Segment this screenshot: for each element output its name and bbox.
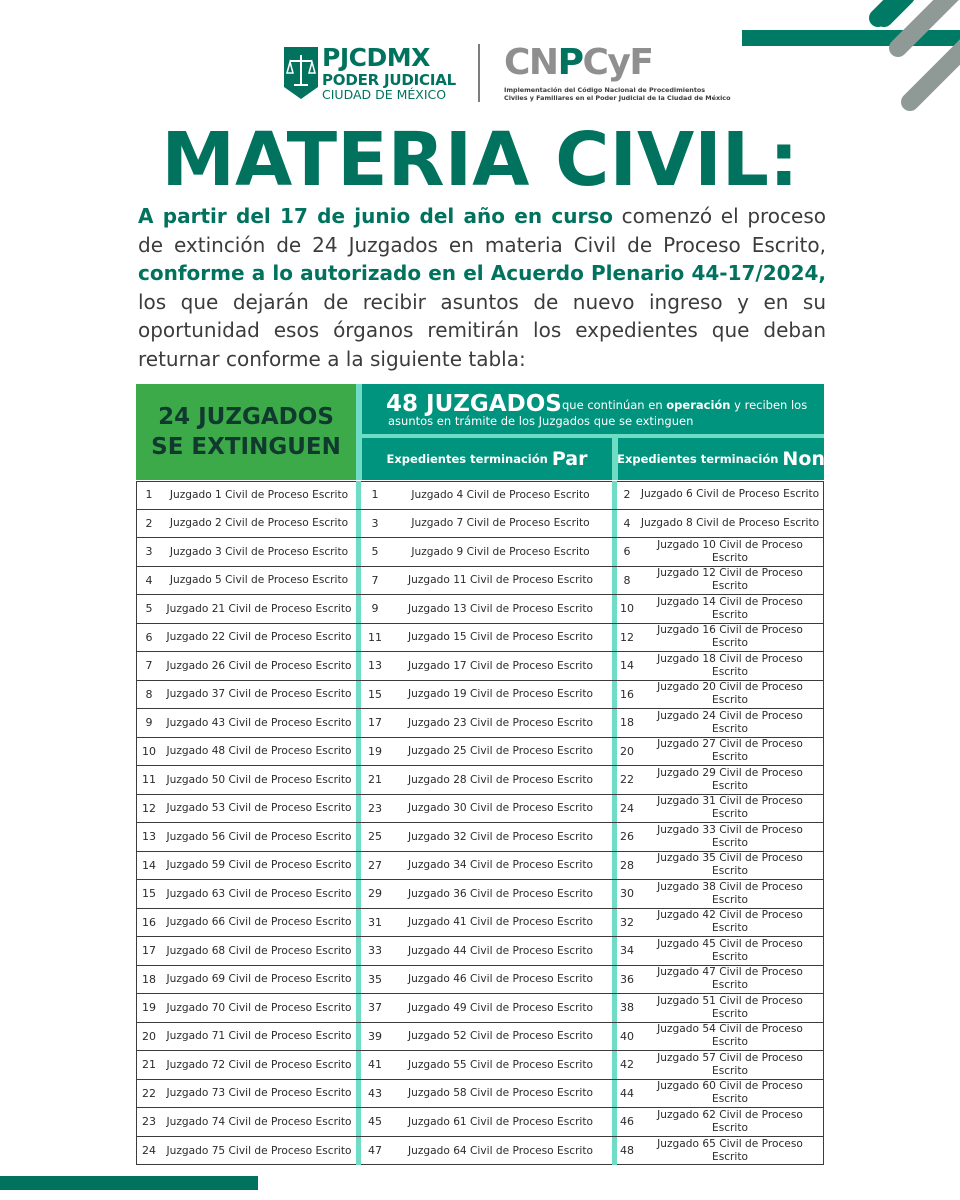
extinct-court: Juzgado 59 Civil de Proceso Escrito — [166, 859, 352, 872]
extinct-court: Juzgado 70 Civil de Proceso Escrito — [166, 1001, 352, 1014]
courts-table — [136, 481, 824, 1165]
extinct-court: Juzgado 71 Civil de Proceso Escrito — [166, 1030, 352, 1043]
odd-court: Juzgado 38 Civil de Proceso Escrito — [657, 880, 803, 906]
extinct-court: Juzgado 1 Civil de Proceso Escrito — [169, 488, 349, 501]
odd-number: 28 — [620, 858, 634, 872]
odd-number: 24 — [620, 801, 634, 815]
even-court: Juzgado 34 Civil de Proceso Escrito — [408, 859, 593, 872]
header-continuing-desc-line1: que continúan en operación y reciben los — [562, 398, 808, 412]
extinct-court: Juzgado 69 Civil de Proceso Escrito — [166, 973, 352, 986]
even-number: 33 — [368, 944, 382, 958]
extinct-court: Juzgado 74 Civil de Proceso Escrito — [166, 1115, 352, 1128]
even-number: 1 — [371, 488, 379, 502]
even-court: Juzgado 64 Civil de Proceso Escrito — [408, 1144, 593, 1157]
even-court: Juzgado 36 Civil de Proceso Escrito — [408, 887, 593, 900]
table-row — [136, 481, 824, 510]
odd-court: Juzgado 42 Civil de Proceso Escrito — [657, 909, 803, 935]
extinct-court: Juzgado 2 Civil de Proceso Escrito — [169, 517, 349, 530]
cnpcyf-suffix: CyF — [582, 42, 653, 83]
table-row — [136, 538, 824, 567]
table-row — [136, 624, 824, 653]
even-number: 37 — [368, 1001, 382, 1015]
even-number: 7 — [371, 573, 379, 587]
even-number: 39 — [368, 1029, 382, 1043]
table-row — [136, 709, 824, 738]
even-court: Juzgado 58 Civil de Proceso Escrito — [408, 1087, 593, 1100]
table-row — [136, 1108, 824, 1137]
odd-number: 6 — [623, 545, 631, 559]
even-number: 17 — [368, 716, 382, 730]
extinct-number: 10 — [142, 744, 156, 758]
odd-court: Juzgado 65 Civil de Proceso Escrito — [657, 1137, 803, 1163]
odd-court: Juzgado 6 Civil de Proceso Escrito — [640, 488, 820, 501]
even-number: 5 — [371, 545, 379, 559]
header-even-word: Par — [551, 448, 588, 470]
even-court: Juzgado 61 Civil de Proceso Escrito — [408, 1115, 593, 1128]
extinct-number: 12 — [142, 801, 156, 815]
table-row — [136, 738, 824, 767]
even-number: 29 — [368, 887, 382, 901]
even-court: Juzgado 41 Civil de Proceso Escrito — [408, 916, 593, 929]
table-row — [136, 510, 824, 539]
extinct-number: 5 — [145, 602, 153, 616]
even-number: 11 — [368, 630, 382, 644]
scales-of-justice-icon — [284, 47, 318, 99]
even-court: Juzgado 55 Civil de Proceso Escrito — [408, 1058, 593, 1071]
odd-number: 10 — [620, 602, 634, 616]
odd-court: Juzgado 12 Civil de Proceso Escrito — [657, 567, 803, 593]
table-row — [136, 994, 824, 1023]
extinct-number: 1 — [145, 488, 153, 502]
even-number: 43 — [368, 1086, 382, 1100]
extinct-court: Juzgado 26 Civil de Proceso Escrito — [166, 659, 352, 672]
extinct-number: 24 — [142, 1144, 156, 1158]
extinct-number: 14 — [142, 858, 156, 872]
extinct-court: Juzgado 48 Civil de Proceso Escrito — [166, 745, 352, 758]
odd-court: Juzgado 20 Civil de Proceso Escrito — [657, 681, 803, 707]
cnpcyf-logo-name — [504, 44, 652, 82]
extinct-number: 20 — [142, 1029, 156, 1043]
extinct-number: 15 — [142, 887, 156, 901]
header-extinct-courts — [136, 384, 356, 480]
even-number: 13 — [368, 659, 382, 673]
cnpcyf-logo — [504, 42, 731, 104]
page-title: MATERIA CIVIL: — [161, 117, 799, 203]
odd-number: 32 — [620, 915, 634, 929]
odd-number: 22 — [620, 773, 634, 787]
extinct-number: 17 — [142, 944, 156, 958]
table-row — [136, 567, 824, 596]
extinct-number: 7 — [145, 659, 153, 673]
odd-court: Juzgado 16 Civil de Proceso Escrito — [657, 624, 803, 650]
table-row — [136, 595, 824, 624]
odd-court: Juzgado 45 Civil de Proceso Escrito — [657, 937, 803, 963]
odd-court: Juzgado 33 Civil de Proceso Escrito — [657, 823, 803, 849]
even-number: 45 — [368, 1115, 382, 1129]
intro-bold-agreement: conforme a lo autorizado en el Acuerdo Plenario 44-17/2024, — [138, 261, 826, 285]
table-row — [136, 852, 824, 881]
even-number: 31 — [368, 915, 382, 929]
logo-divider — [478, 44, 480, 102]
extinct-number: 19 — [142, 1001, 156, 1015]
even-court: Juzgado 25 Civil de Proceso Escrito — [408, 745, 593, 758]
cnpcyf-accent: P — [557, 42, 583, 83]
odd-number: 16 — [620, 687, 634, 701]
odd-number: 18 — [620, 716, 634, 730]
odd-number: 48 — [620, 1144, 634, 1158]
odd-number: 8 — [623, 573, 631, 587]
table-row — [136, 766, 824, 795]
pjcdmx-logo-name: PJCDMX — [322, 43, 430, 72]
extinct-court: Juzgado 43 Civil de Proceso Escrito — [166, 716, 352, 729]
odd-court: Juzgado 51 Civil de Proceso Escrito — [657, 994, 803, 1020]
even-number: 47 — [368, 1144, 382, 1158]
extinct-court: Juzgado 75 Civil de Proceso Escrito — [166, 1144, 352, 1157]
odd-court: Juzgado 57 Civil de Proceso Escrito — [657, 1051, 803, 1077]
extinct-number: 23 — [142, 1115, 156, 1129]
odd-number: 36 — [620, 972, 634, 986]
odd-number: 12 — [620, 630, 634, 644]
even-court: Juzgado 44 Civil de Proceso Escrito — [408, 944, 593, 957]
even-number: 3 — [371, 516, 379, 530]
table-row — [136, 1051, 824, 1080]
intro-paragraph — [138, 202, 826, 373]
header-odd-word: Non — [782, 448, 825, 470]
table-row — [136, 880, 824, 909]
even-court: Juzgado 7 Civil de Proceso Escrito — [411, 517, 590, 530]
odd-court: Juzgado 8 Civil de Proceso Escrito — [640, 516, 820, 529]
header-even-label: Expedientes terminación — [386, 452, 548, 466]
even-court: Juzgado 17 Civil de Proceso Escrito — [408, 659, 593, 672]
odd-number: 46 — [620, 1115, 634, 1129]
extinct-number: 4 — [145, 573, 153, 587]
extinct-number: 3 — [145, 545, 153, 559]
extinct-number: 11 — [142, 773, 156, 787]
even-number: 19 — [368, 744, 382, 758]
header-continuing-courts — [362, 384, 824, 434]
extinct-number: 22 — [142, 1086, 156, 1100]
odd-number: 14 — [620, 659, 634, 673]
extinct-court: Juzgado 53 Civil de Proceso Escrito — [166, 802, 352, 815]
extinct-number: 13 — [142, 830, 156, 844]
odd-court: Juzgado 62 Civil de Proceso Escrito — [657, 1108, 803, 1134]
pjcdmx-logo-line1: PODER JUDICIAL — [322, 71, 456, 89]
table-row — [136, 966, 824, 995]
even-number: 9 — [371, 602, 379, 616]
extinct-court: Juzgado 5 Civil de Proceso Escrito — [169, 574, 349, 587]
decorative-bar-bottom — [0, 1176, 258, 1190]
table-row — [136, 909, 824, 938]
odd-number: 40 — [620, 1029, 634, 1043]
extinct-number: 6 — [145, 630, 153, 644]
table-row — [136, 795, 824, 824]
extinct-court: Juzgado 21 Civil de Proceso Escrito — [166, 602, 352, 615]
table-row — [136, 681, 824, 710]
even-number: 25 — [368, 830, 382, 844]
even-court: Juzgado 15 Civil de Proceso Escrito — [408, 631, 593, 644]
extinct-number: 8 — [145, 687, 153, 701]
even-court: Juzgado 49 Civil de Proceso Escrito — [408, 1001, 593, 1014]
header-extinct-line1: 24 JUZGADOS — [158, 404, 334, 430]
table-row — [136, 1080, 824, 1109]
header-even-column — [362, 438, 612, 480]
extinct-number: 21 — [142, 1058, 156, 1072]
even-court: Juzgado 11 Civil de Proceso Escrito — [408, 574, 593, 587]
odd-court: Juzgado 29 Civil de Proceso Escrito — [657, 766, 803, 792]
extinct-number: 9 — [145, 716, 153, 730]
extinct-court: Juzgado 72 Civil de Proceso Escrito — [166, 1058, 352, 1071]
even-number: 41 — [368, 1058, 382, 1072]
extinct-number: 18 — [142, 972, 156, 986]
even-court: Juzgado 52 Civil de Proceso Escrito — [408, 1030, 593, 1043]
odd-court: Juzgado 35 Civil de Proceso Escrito — [657, 852, 803, 878]
extinct-court: Juzgado 73 Civil de Proceso Escrito — [166, 1087, 352, 1100]
header-continuing-desc-line2: asuntos en trámite de los Juzgados que se extinguen — [388, 414, 694, 428]
table-row — [136, 823, 824, 852]
extinct-court: Juzgado 22 Civil de Proceso Escrito — [166, 631, 352, 644]
odd-number: 30 — [620, 887, 634, 901]
intro-bold-date: A partir del 17 de junio del año en curso — [138, 204, 613, 228]
pjcdmx-logo — [284, 43, 456, 103]
even-number: 35 — [368, 972, 382, 986]
odd-court: Juzgado 60 Civil de Proceso Escrito — [657, 1080, 803, 1106]
even-number: 27 — [368, 858, 382, 872]
decorative-stripes — [840, 0, 960, 120]
odd-number: 4 — [623, 516, 631, 530]
odd-court: Juzgado 10 Civil de Proceso Escrito — [657, 538, 803, 564]
even-court: Juzgado 30 Civil de Proceso Escrito — [408, 802, 593, 815]
pjcdmx-logo-line2: CIUDAD DE MÉXICO — [322, 87, 447, 102]
even-court: Juzgado 23 Civil de Proceso Escrito — [408, 716, 593, 729]
extinct-court: Juzgado 3 Civil de Proceso Escrito — [169, 545, 349, 558]
even-court: Juzgado 28 Civil de Proceso Escrito — [408, 773, 593, 786]
table-row — [136, 937, 824, 966]
even-court: Juzgado 19 Civil de Proceso Escrito — [408, 688, 593, 701]
extinct-court: Juzgado 56 Civil de Proceso Escrito — [166, 830, 352, 843]
table-row — [136, 1137, 824, 1166]
odd-number: 26 — [620, 830, 634, 844]
even-number: 15 — [368, 687, 382, 701]
odd-court: Juzgado 27 Civil de Proceso Escrito — [657, 738, 803, 764]
header-odd-label: Expedientes terminación — [617, 452, 779, 466]
even-court: Juzgado 13 Civil de Proceso Escrito — [408, 602, 593, 615]
cnpcyf-prefix: CN — [504, 42, 558, 83]
cnpcyf-logo-line1: Implementación del Código Nacional de Procedimientos — [504, 86, 706, 94]
odd-number: 44 — [620, 1086, 634, 1100]
header-odd-column — [618, 438, 824, 480]
odd-court: Juzgado 54 Civil de Proceso Escrito — [657, 1023, 803, 1049]
odd-number: 42 — [620, 1058, 634, 1072]
odd-court: Juzgado 47 Civil de Proceso Escrito — [657, 966, 803, 992]
header-extinct-line2: SE EXTINGUEN — [151, 434, 341, 460]
cnpcyf-logo-line2: Civiles y Familiares en el Poder Judicial de la Ciudad de México — [504, 94, 731, 102]
extinct-court: Juzgado 50 Civil de Proceso Escrito — [166, 773, 352, 786]
odd-number: 34 — [620, 944, 634, 958]
odd-court: Juzgado 14 Civil de Proceso Escrito — [657, 595, 803, 621]
table-row — [136, 652, 824, 681]
odd-number: 2 — [623, 488, 631, 502]
even-number: 21 — [368, 773, 382, 787]
even-court: Juzgado 32 Civil de Proceso Escrito — [408, 830, 593, 843]
even-court: Juzgado 9 Civil de Proceso Escrito — [411, 545, 590, 558]
intro-text-1: comenzó el proceso de extinción de 24 Juzgados en materia Civil de Proceso Escrito, — [138, 204, 827, 257]
odd-court: Juzgado 24 Civil de Proceso Escrito — [657, 709, 803, 735]
odd-court: Juzgado 18 Civil de Proceso Escrito — [657, 652, 803, 678]
extinct-court: Juzgado 37 Civil de Proceso Escrito — [166, 688, 352, 701]
intro-text-2: los que dejarán de recibir asuntos de nuevo ingreso y en su oportunidad esos órganos remitirán los expedientes que deban returnar conforme a la siguiente tabla: — [138, 289, 826, 371]
extinct-court: Juzgado 63 Civil de Proceso Escrito — [166, 887, 352, 900]
even-court: Juzgado 46 Civil de Proceso Escrito — [408, 973, 593, 986]
table-row — [136, 1023, 824, 1052]
odd-number: 38 — [620, 1001, 634, 1015]
extinct-court: Juzgado 68 Civil de Proceso Escrito — [166, 944, 352, 957]
odd-court: Juzgado 31 Civil de Proceso Escrito — [657, 795, 803, 821]
header-continuing-count: 48 JUZGADOS — [386, 391, 562, 417]
even-number: 23 — [368, 801, 382, 815]
even-court: Juzgado 4 Civil de Proceso Escrito — [411, 488, 590, 501]
extinct-number: 16 — [142, 915, 156, 929]
odd-number: 20 — [620, 744, 634, 758]
extinct-number: 2 — [145, 516, 153, 530]
extinct-court: Juzgado 66 Civil de Proceso Escrito — [166, 916, 352, 929]
